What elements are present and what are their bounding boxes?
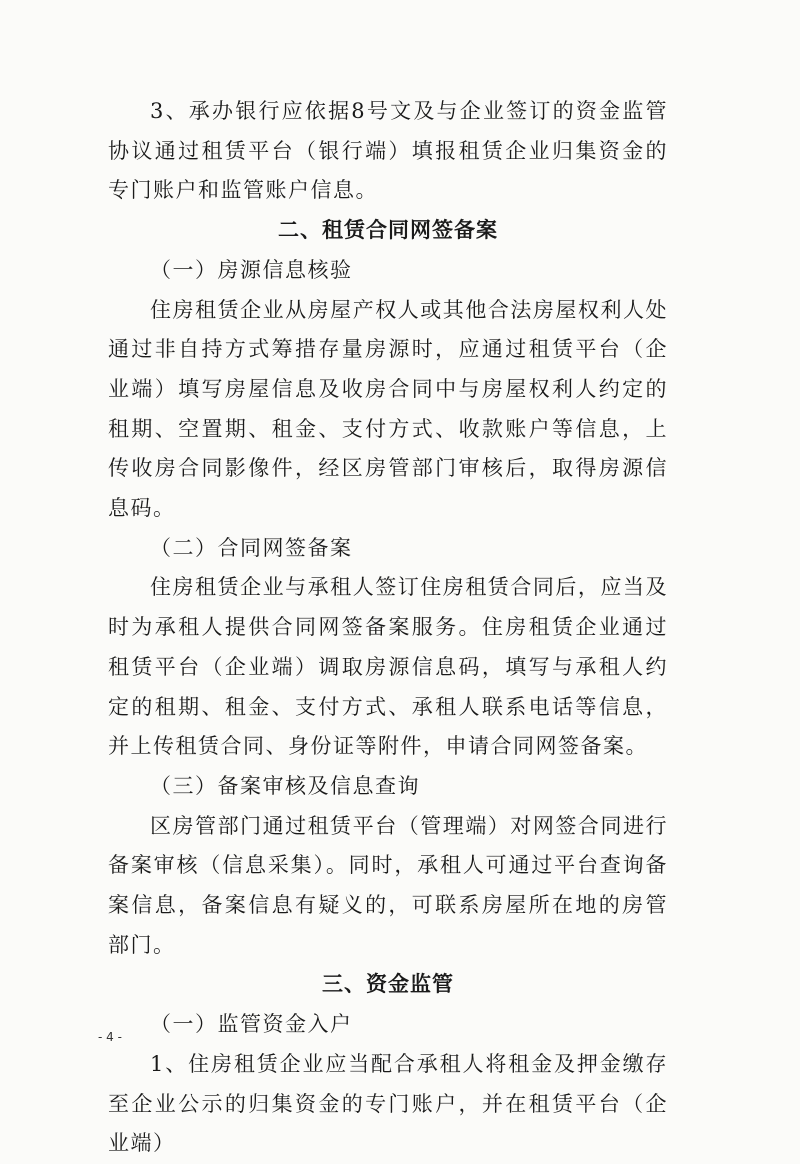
section-heading-contract-filing: 二、租赁合同网签备案: [278, 218, 498, 243]
section-heading-fund-supervision: 三、资金监管: [322, 972, 454, 997]
subheading-contract-online-signing: （二）合同网签备案: [150, 535, 353, 560]
subheading-review-and-query: （三）备案审核及信息查询: [150, 773, 420, 798]
paragraph-bank-reporting: 3、承办银行应依据8号文及与企业签订的资金监管协议通过租赁平台（银行端）填报租赁企业归集资金的专门账户和监管账户信息。: [108, 99, 668, 203]
subheading-listing-verification: （一）房源信息核验: [150, 257, 353, 282]
paragraph-fund-deposit: 1、住房租赁企业应当配合承租人将租金及押金缴存至企业公示的归集资金的专门账户，并在租赁平台（企业端）: [108, 1051, 668, 1156]
subheading-fund-deposit: （一）监管资金入户: [150, 1012, 353, 1037]
page-number: - 4 -: [98, 1030, 122, 1044]
paragraph-listing-verification: 住房租赁企业从房屋产权人或其他合法房屋权利人处通过非自持方式筹措存量房源时，应通过租赁平台（企业端）填写房屋信息及收房合同中与房屋权利人约定的租期、空置期、租金、支付方式、收款账户等信息，上传收房合同影像件，经区房管部门审核后，取得房源信息码。: [108, 297, 668, 521]
document-body: [108, 92, 668, 1164]
paragraph-contract-online-signing: 住房租赁企业与承租人签订住房租赁合同后，应当及时为承租人提供合同网签备案服务。住房租赁企业通过租赁平台（企业端）调取房源信息码，填写与承租人约定的租期、租金、支付方式、承租人联系电话等信息，并上传租赁合同、身份证等附件，申请合同网签备案。: [108, 575, 668, 759]
paragraph-review-and-query: 区房管部门通过租赁平台（管理端）对网签合同进行备案审核（信息采集）。同时，承租人可通过平台查询备案信息，备案信息有疑义的，可联系房屋所在地的房管部门。: [108, 813, 668, 957]
